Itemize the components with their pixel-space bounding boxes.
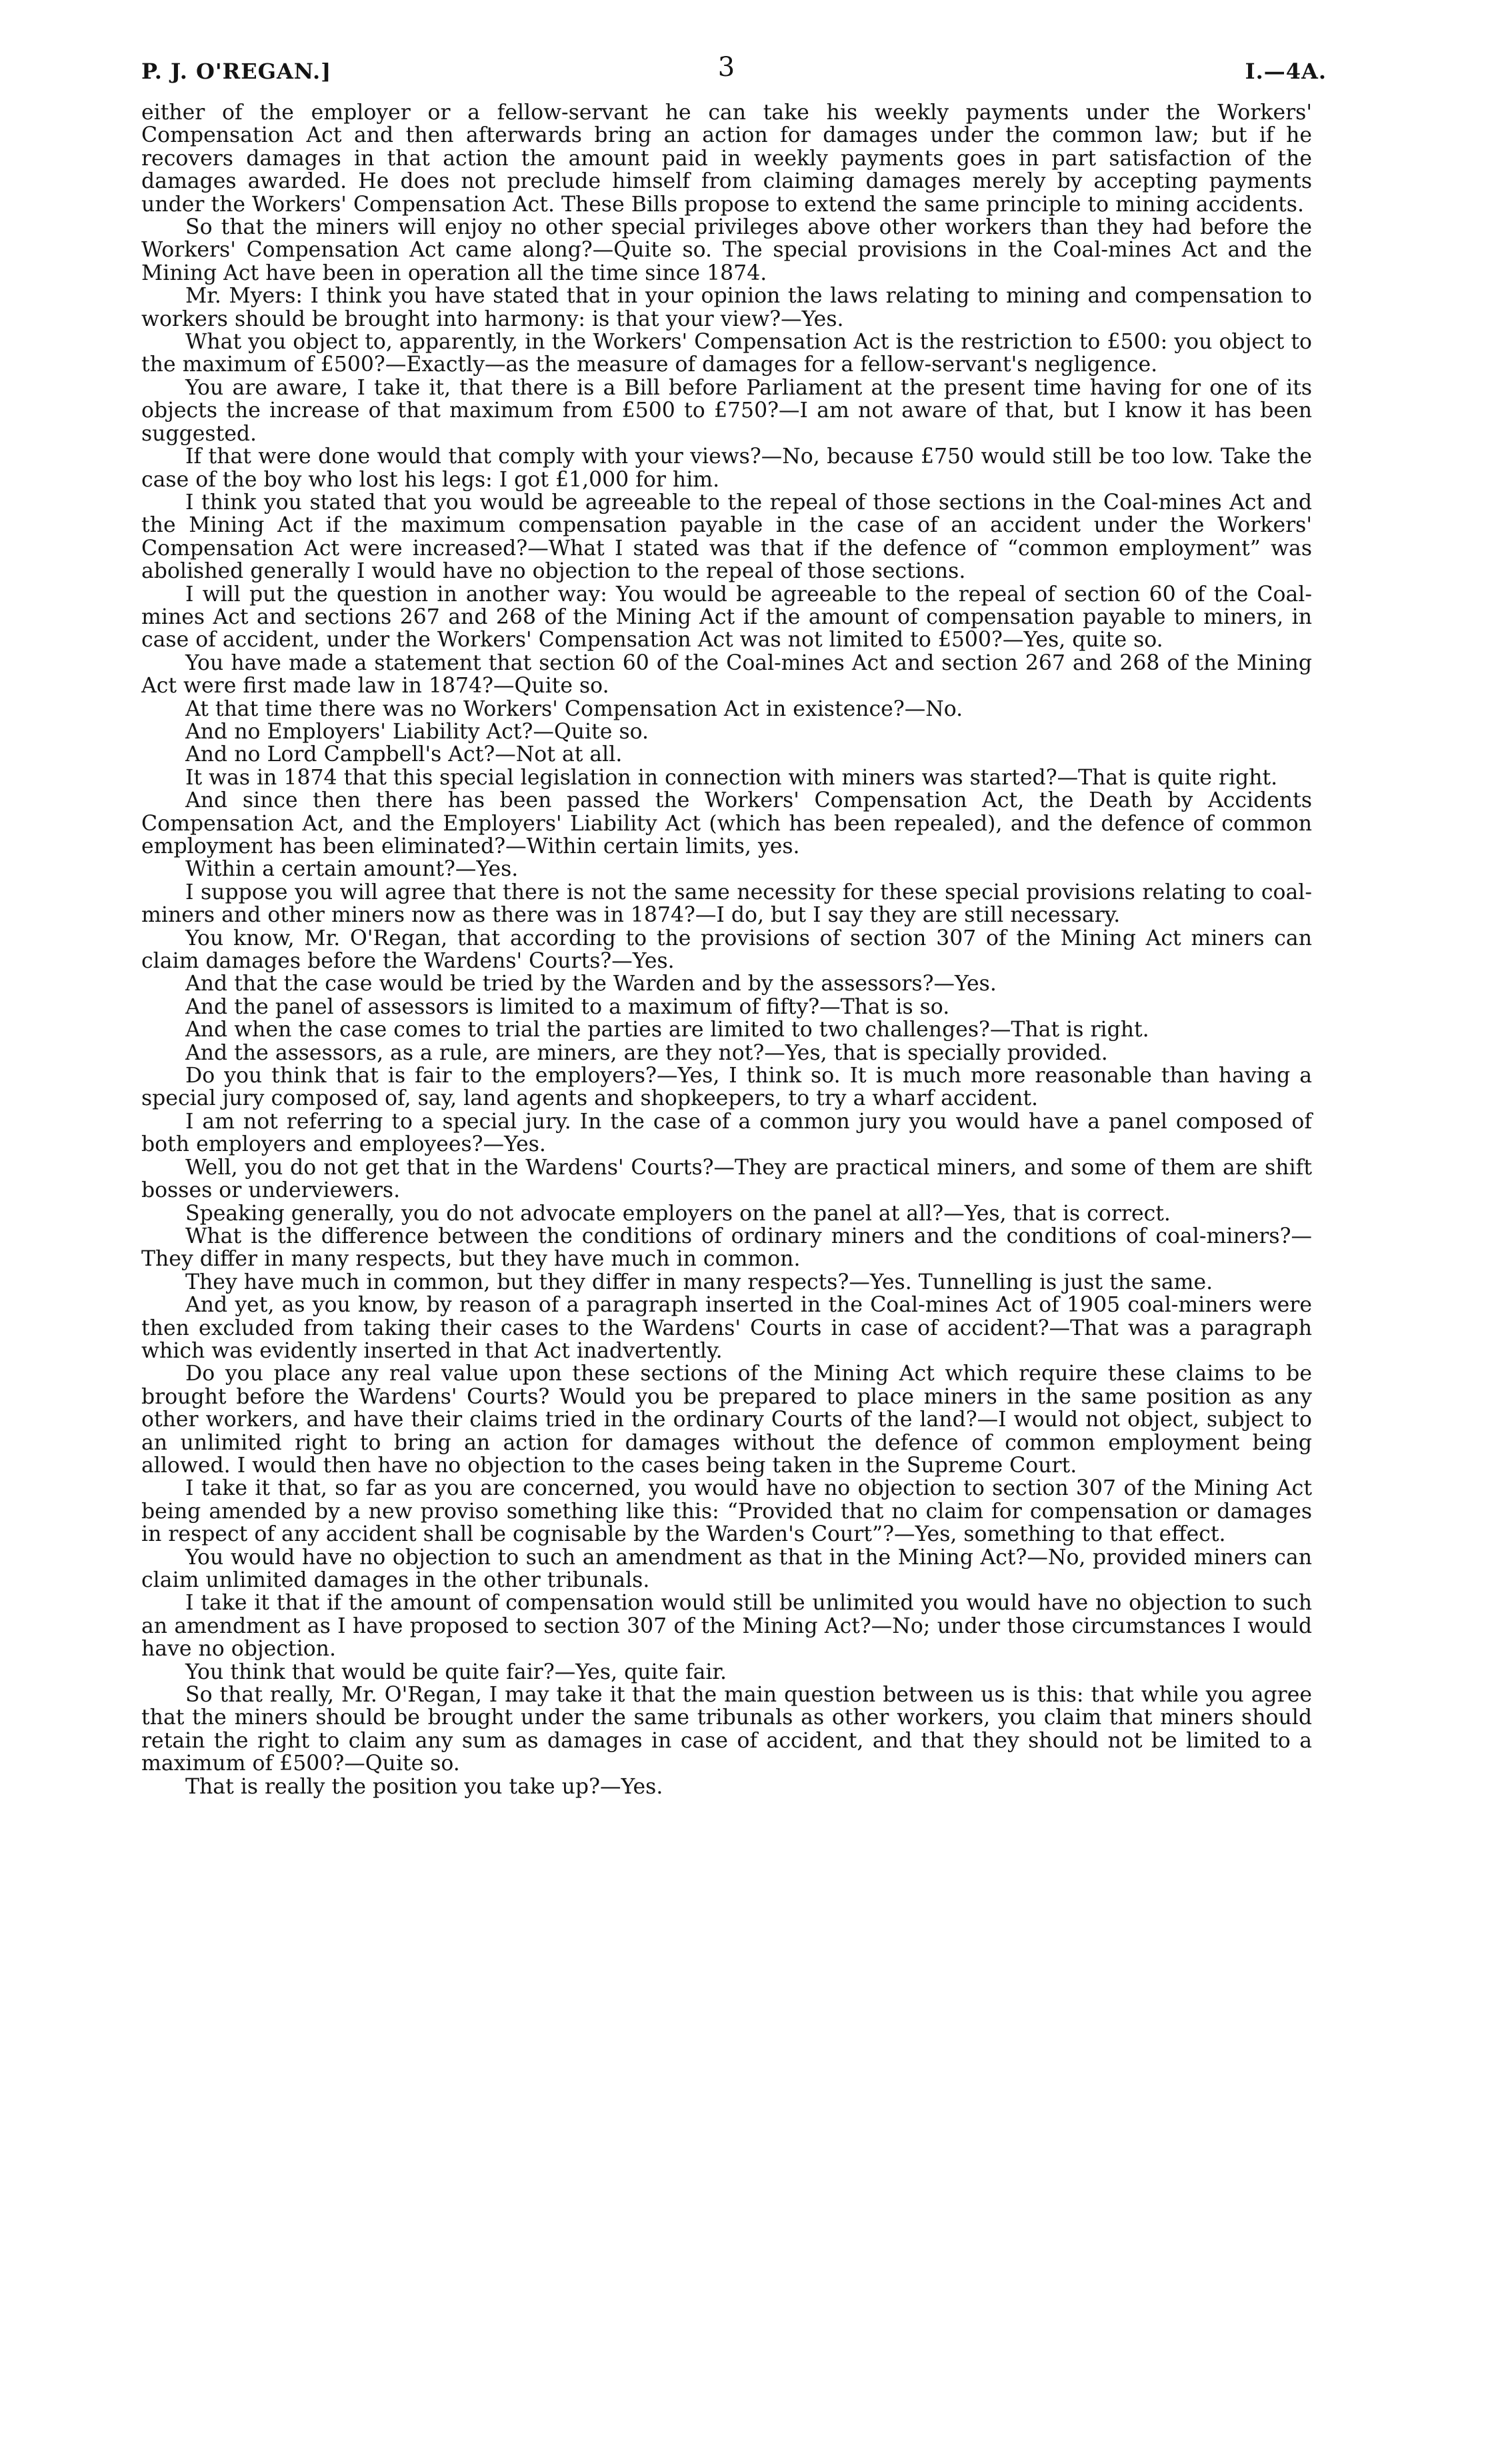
page-header bbox=[141, 52, 1327, 101]
paragraph: It was in 1874 that this special legislation in connection with miners was started?—That is quite right. bbox=[185, 765, 1278, 790]
witness-name: P. J. O'REGAN.] bbox=[141, 59, 332, 84]
paragraph: Speaking generally, you do not advocate employers on the panel at all?—Yes, that is correct. bbox=[185, 1201, 1171, 1226]
paragraph: And the assessors, as a rule, are miners, are they not?—Yes, that is specially provided. bbox=[185, 1040, 1108, 1065]
paragraph: So that really, Mr. O'Regan, I may take it that the main question between us is this: that while you agree that the miners should be brought under the same tribunals as other workers, you claim that miners should retain the right to claim any sum as damages in case of accident, and that they should not be limited to a maximum of £500?—Quite so. bbox=[141, 1683, 1312, 1776]
paragraph: I suppose you will agree that there is not the same necessity for these special provisions relating to coal-miners and other miners now as there was in 1874?—I do, but I say they are still necessary. bbox=[141, 880, 1312, 928]
paragraph: And no Employers' Liability Act?—Quite so. bbox=[185, 719, 649, 744]
page-number: 3 bbox=[717, 52, 736, 83]
paragraph: If that were done would that comply with your views?—No, because £750 would still be too low. Take the case of the boy who lost his legs: I got £1,000 for him. bbox=[141, 445, 1312, 492]
paragraph: And that the case would be tried by the Warden and by the assessors?—Yes. bbox=[185, 972, 997, 996]
paragraph: And since then there has been passed the Workers' Compensation Act, the Death by Accidents Compensation Act, and the Employers' Liability Act (which has been repealed), and the defence of common employment has been eliminated?—Within certain limits, yes. bbox=[141, 788, 1312, 858]
paragraph: So that the miners will enjoy no other special privileges above other workers than they had before the Workers' Compensation Act came along?—Quite so. The special provisions in the Coal-mines Act and the Mining Act have been in operation all the time since 1874. bbox=[141, 215, 1312, 285]
paragraph: At that time there was no Workers' Compensation Act in existence?—No. bbox=[185, 696, 963, 721]
paragraph: I take it that if the amount of compensation would still be unlimited you would have no objection to such an amendment as I have proposed to section 307 of the Mining Act?—No; under those circumstances I would have no objection. bbox=[141, 1591, 1312, 1662]
paragraph: What you object to, apparently, in the Workers' Compensation Act is the restriction to £500: you object to the maximum of £500?—Exactly—as the measure of damages for a fellow-servant's negligence. bbox=[141, 330, 1312, 377]
paragraph: And no Lord Campbell's Act?—Not at all. bbox=[185, 742, 623, 767]
paragraph: You have made a statement that section 60 of the Coal-mines Act and section 267 and 268 of the Mining Act were first made law in 1874?—Quite so. bbox=[141, 650, 1312, 698]
paragraph: Within a certain amount?—Yes. bbox=[185, 857, 519, 882]
paragraph: You know, Mr. O'Regan, that according to the provisions of section 307 of the Mining Act miners can claim damages before the Wardens' Courts?—Yes. bbox=[141, 926, 1312, 974]
paragraph: I think you stated that you would be agreeable to the repeal of those sections in the Coal-mines Act and the Mining Act if the maximum compensation payable in the case of an accident under the Workers' Compensation Act were increased?—What I stated was that if the defence of “common employment” was abolished generally I would have no objection to the repeal of those sections. bbox=[141, 490, 1312, 584]
paragraph: I am not referring to a special jury. In the case of a common jury you would have a panel composed of both employers and employees?—Yes. bbox=[141, 1109, 1312, 1157]
paragraph: What is the difference between the conditions of ordinary miners and the conditions of coal-miners?—They differ in many respects, but they have much in common. bbox=[141, 1224, 1312, 1272]
paragraph: You are aware, I take it, that there is a Bill before Parliament at the present time having for one of its objects the increase of that maximum from £500 to £750?—I am not aware of that, but I know it has been suggested. bbox=[141, 375, 1312, 446]
paragraph: Do you place any real value upon these sections of the Mining Act which require these claims to be brought before the Wardens' Courts? Would you be prepared to place miners in the same position as any other workers, and have their claims tried in the ordinary Courts of the land?—I would not object, subject to an unlimited right to bring an action for damages without the defence of common employment being allowed. I would then have no objection to the cases being taken in the Supreme Court. bbox=[141, 1362, 1312, 1478]
paragraph: You would have no objection to such an amendment as that in the Mining Act?—No, provided miners can claim unlimited damages in the other tribunals. bbox=[141, 1545, 1312, 1592]
paragraph: And when the case comes to trial the parties are limited to two challenges?—That is right. bbox=[185, 1018, 1149, 1042]
paragraph: Do you think that is fair to the employers?—Yes, I think so. It is much more reasonable than having a special jury composed of, say, land agents and shopkeepers, to try a wharf accident. bbox=[141, 1064, 1312, 1111]
paragraph: And the panel of assessors is limited to a maximum of fifty?—That is so. bbox=[185, 994, 950, 1019]
paragraph: That is really the position you take up?—Yes. bbox=[185, 1774, 663, 1799]
paper-reference: I.—4A. bbox=[1245, 59, 1327, 84]
testimony-body bbox=[141, 101, 1312, 1798]
paragraph: I will put the question in another way: You would be agreeable to the repeal of section 60 of the Coal-mines Act and sections 267 and 268 of the Mining Act if the amount of compensation payable to miners, in case of accident, under the Workers' Compensation Act was not limited to £500?—Yes, quite so. bbox=[141, 582, 1312, 652]
paragraph: Mr. Myers: I think you have stated that in your opinion the laws relating to mining and compensation to workers should be brought into harmony: is that your view?—Yes. bbox=[141, 284, 1312, 331]
paragraph: And yet, as you know, by reason of a paragraph inserted in the Coal-mines Act of 1905 coal-miners were then excluded from taking their cases to the Wardens' Courts in case of accident?—That was a paragraph which was evidently inserted in that Act inadvertently. bbox=[141, 1293, 1312, 1363]
paragraph: I take it that, so far as you are concerned, you would have no objection to section 307 of the Mining Act being amended by a new proviso something like this: “Provided that no claim for compensation or damages in respect of any accident shall be cognisable by the Warden's Court”?—Yes, something to that effect. bbox=[141, 1476, 1312, 1547]
paragraph: Well, you do not get that in the Wardens' Courts?—They are practical miners, and some of them are shift bosses or underviewers. bbox=[141, 1155, 1312, 1203]
paragraph: either of the employer or a fellow-servant he can take his weekly payments under the Workers' Compensation Act and then afterwards bring an action for damages under the common law; but if he recovers damages in that action the amount paid in weekly payments goes in part satisfaction of the damages awarded. He does not preclude himself from claiming damages merely by accepting payments under the Workers' Compensation Act. These Bills propose to extend the same principle to mining accidents. bbox=[141, 101, 1312, 217]
paragraph: They have much in common, but they differ in many respects?—Yes. Tunnelling is just the same. bbox=[185, 1270, 1213, 1294]
paragraph: You think that would be quite fair?—Yes, quite fair. bbox=[185, 1660, 727, 1684]
